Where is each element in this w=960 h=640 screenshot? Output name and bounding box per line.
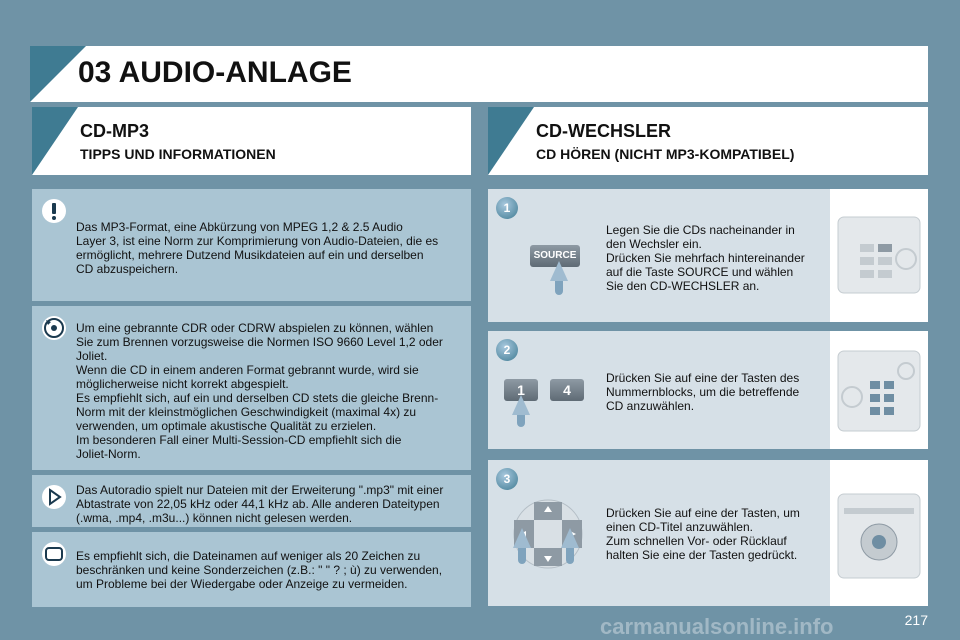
play-icon <box>42 485 66 509</box>
step-text: Legen Sie die CDs nacheinander in den Wechsler ein. Drücken Sie mehrfach hintereinander auf die Taste SOURCE und wählen Sie den CD-WECHSLER an. <box>606 223 805 293</box>
step-box-2 <box>488 331 928 449</box>
arrow-up-icon <box>512 395 530 415</box>
source-button-illustration: SOURCE <box>530 245 580 267</box>
step-number-badge: 1 <box>496 197 518 219</box>
left-section-header <box>32 107 471 175</box>
radio-panel-illustration <box>830 331 928 449</box>
step-number-badge: 3 <box>496 468 518 490</box>
disc-icon <box>42 316 66 340</box>
arrow-stem <box>517 415 525 427</box>
arrow-stem <box>555 281 563 295</box>
tip-box-cdr-burning <box>32 306 471 470</box>
header-corner-triangle <box>488 107 534 175</box>
step-number-badge: 2 <box>496 339 518 361</box>
arrow-stem <box>566 548 574 564</box>
left-section-subtitle: TIPPS UND INFORMATIONEN <box>80 146 276 162</box>
key-4-illustration: 4 <box>550 379 584 401</box>
page-number: 217 <box>904 612 928 628</box>
tip-text: Das Autoradio spielt nur Dateien mit der Erweiterung ".mp3" mit einer Abtastrate von 22,05 kHz oder 44,1 kHz ab. Alle anderen Dateitypen (.wma, .mp4, .m3u...) können nicht gelesen werden. <box>76 483 444 525</box>
tip-text: Das MP3-Format, eine Abkürzung von MPEG 1,2 & 2.5 Audio Layer 3, ist eine Norm zur Komprimierung von Audio-Dateien, die es ermöglicht, mehrere Dutzend Musikdateien auf ein und derselben CD abzuspeichern. <box>76 220 439 276</box>
right-section-title: CD-WECHSLER <box>536 121 671 141</box>
arrow-stem <box>518 548 526 564</box>
exclamation-icon <box>42 199 66 223</box>
step-box-3 <box>488 460 928 606</box>
tip-text: Es empfiehlt sich, die Dateinamen auf weniger als 20 Zeichen zu beschränken und keine Sonderzeichen (z.B.: " " ? ; ù) zu verwenden, um Probleme bei der Wiedergabe oder Anzeige zu vermeiden. <box>76 549 443 591</box>
key-1-illustration: 1 <box>504 379 538 401</box>
tip-box-file-names <box>32 532 471 607</box>
step-text: Drücken Sie auf eine der Tasten des Nummernblocks, um die betreffende CD anzuwählen. <box>606 371 800 413</box>
radio-panel-illustration <box>830 189 928 322</box>
display-icon <box>42 542 66 566</box>
tip-box-file-types <box>32 475 471 527</box>
page-title: 03 AUDIO-ANLAGE <box>78 56 352 89</box>
right-section-header <box>488 107 928 175</box>
arrow-up-icon <box>561 528 579 548</box>
step-box-1 <box>488 189 928 322</box>
watermark: carmanualsonline.info <box>600 614 834 639</box>
right-section-subtitle: CD HÖREN (NICHT MP3-KOMPATIBEL) <box>536 146 795 162</box>
arrow-up-icon <box>550 261 568 281</box>
step-text: Drücken Sie auf eine der Tasten, um einen CD-Titel anzuwählen. Zum schnellen Vor- oder Rücklauf halten Sie eine der Tasten gedrückt. <box>606 506 800 562</box>
radio-panel-illustration <box>830 460 928 606</box>
arrow-up-icon <box>513 528 531 548</box>
tip-text: Um eine gebrannte CDR oder CDRW abspielen zu können, wählen Sie zum Brennen vorzugsweise die Normen ISO 9660 Level 1,2 oder Joliet. Wenn die CD in einem anderen Format gebrannt wurde, wird sie möglicherweise nicht korrekt abgespielt. Es empfiehlt sich, auf ein und derselben CD stets die gleiche Brenn- Norm mit der kleinstmöglichen Geschwindigkeit (maximal 4x) zu verwenden, um optimale akustische Qualität zu erzielen. Im besonderen Fall einer Multi-Session-CD empfiehlt sich die Joliet-Norm. <box>76 321 443 461</box>
left-section-title: CD-MP3 <box>80 121 150 141</box>
tip-box-mp3-format <box>32 189 471 301</box>
header-corner-triangle <box>32 107 78 175</box>
